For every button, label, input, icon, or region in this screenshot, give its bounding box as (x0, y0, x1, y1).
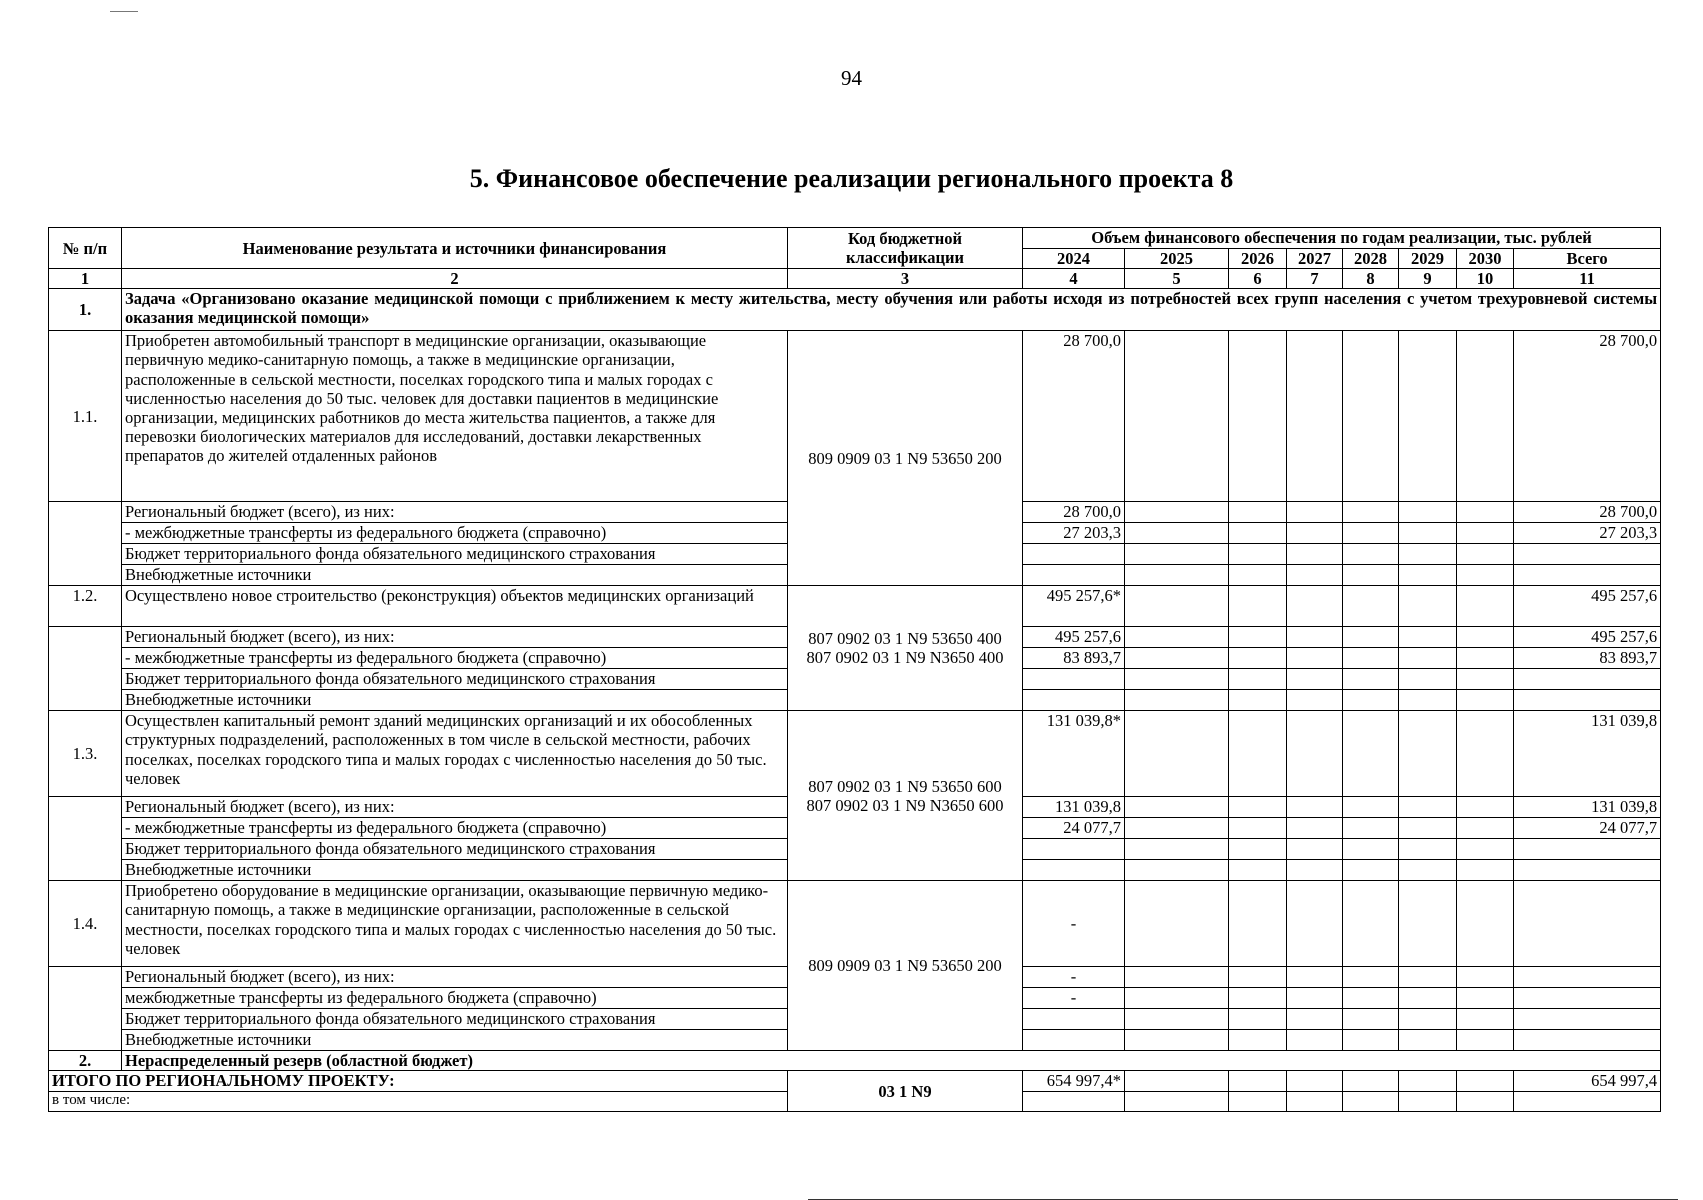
budget-code: 807 0902 03 1 N9 53650 600 807 0902 03 1 N9 N3650 600 (788, 711, 1023, 881)
column-number: 10 (1457, 269, 1514, 289)
year-header: 2028 (1343, 249, 1399, 269)
value-total: 495 257,6 (1514, 627, 1661, 648)
task-row (49, 289, 1661, 331)
itogo-2024: 654 997,4* (1023, 1071, 1125, 1092)
reserve-row (49, 1051, 1661, 1071)
year-header: 2027 (1287, 249, 1343, 269)
value-total: 83 893,7 (1514, 648, 1661, 669)
result-name: Приобретен автомобильный транспорт в медицинские организации, оказывающие первичную медико-санитарную помощь, а также в медицинские организации, расположенные в сельской местности, поселках городского типа и малых городах с численностью населения до 50 тыс. человек для доставки пациентов в медицинские организации, медицинских работников до места жительства пациентов, а также для перевозки биологических материалов для исследований, доставки лекарственных препаратов до жителей отдаленных районов (122, 331, 788, 502)
value-total: 24 077,7 (1514, 818, 1661, 839)
column-number: 8 (1343, 269, 1399, 289)
column-number: 11 (1514, 269, 1661, 289)
source-label: Бюджет территориального фонда обязательного медицинского страхования (122, 669, 788, 690)
task-number: 1. (49, 289, 122, 331)
result-number: 1.4. (49, 881, 122, 967)
total-header: Всего (1514, 249, 1661, 269)
year-header: 2029 (1399, 249, 1457, 269)
financing-table (48, 227, 1661, 1112)
result-name: Приобретено оборудование в медицинские организации, оказывающие первичную медико-санитарную помощь, а также в медицинские организации, расположенные в сельской местности, поселках городского типа и малых городах с численностью населения до 50 тыс. человек (122, 881, 788, 967)
value-total: 131 039,8 (1514, 711, 1661, 797)
blank-num-cell (49, 502, 122, 586)
year-header: 2030 (1457, 249, 1514, 269)
source-label: Внебюджетные источники (122, 1030, 788, 1051)
reserve-number: 2. (49, 1051, 122, 1071)
value-2024: 131 039,8 (1023, 797, 1125, 818)
source-label: Региональный бюджет (всего), из них: (122, 797, 788, 818)
value-total: 28 700,0 (1514, 331, 1661, 502)
budget-code: 809 0909 03 1 N9 53650 200 (788, 881, 1023, 1051)
itogo-row (49, 1071, 1661, 1092)
value-2024: 495 257,6* (1023, 586, 1125, 627)
column-number: 7 (1287, 269, 1343, 289)
source-label: межбюджетные трансферты из федерального бюджета (справочно) (122, 988, 788, 1009)
source-label: Внебюджетные источники (122, 565, 788, 586)
source-label: Внебюджетные источники (122, 690, 788, 711)
value-2024: 28 700,0 (1023, 502, 1125, 523)
blank-num-cell (49, 967, 122, 1051)
year-header: 2025 (1125, 249, 1229, 269)
column-number: 9 (1399, 269, 1457, 289)
page-title: 5. Финансовое обеспечение реализации регионального проекта 8 (469, 164, 1234, 193)
header-row-1 (49, 228, 1661, 249)
year-header: 2026 (1229, 249, 1287, 269)
value-2024: - (1023, 881, 1125, 967)
column-number: 3 (788, 269, 1023, 289)
incl-label: в том числе: (49, 1092, 788, 1112)
column-number: 6 (1229, 269, 1287, 289)
column-number: 2 (122, 269, 788, 289)
column-number: 5 (1125, 269, 1229, 289)
value-2024: 83 893,7 (1023, 648, 1125, 669)
result-row (49, 711, 1661, 797)
result-row (49, 586, 1661, 627)
value-2024: 24 077,7 (1023, 818, 1125, 839)
source-label: Региональный бюджет (всего), из них: (122, 967, 788, 988)
result-row (49, 881, 1661, 967)
source-label: Внебюджетные источники (122, 860, 788, 881)
result-name: Осуществлен капитальный ремонт зданий медицинских организаций и их обособленных структурных подразделений, расположенных в том числе в сельской местности, рабочих поселках, поселках городского типа и малых городах с численностью населения до 50 тыс. человек (122, 711, 788, 797)
result-row (49, 331, 1661, 502)
value-2024: 131 039,8* (1023, 711, 1125, 797)
value-2024: - (1023, 967, 1125, 988)
itogo-label: ИТОГО ПО РЕГИОНАЛЬНОМУ ПРОЕКТУ: (49, 1071, 788, 1092)
task-text: Задача «Организовано оказание медицинской помощи с приближением к месту жительства, месту обучения или работы исходя из потребностей всех групп населения с учетом трехуровневой системы оказания медицинской помощи» (122, 289, 1661, 331)
value-2024: 495 257,6 (1023, 627, 1125, 648)
column-number: 4 (1023, 269, 1125, 289)
source-label: Бюджет территориального фонда обязательного медицинского страхования (122, 1009, 788, 1030)
col-num-header: № п/п (49, 228, 122, 269)
value-2024: 28 700,0 (1023, 331, 1125, 502)
column-number-row (49, 269, 1661, 289)
year-header: 2024 (1023, 249, 1125, 269)
result-name: Осуществлено новое строительство (реконструкция) объектов медицинских организаций (122, 586, 788, 627)
blank-num-cell (49, 627, 122, 711)
reserve-label: Нераспределенный резерв (областной бюджет) (122, 1051, 1661, 1071)
value-2024: 27 203,3 (1023, 523, 1125, 544)
value-total: 495 257,6 (1514, 586, 1661, 627)
source-label: - межбюджетные трансферты из федерального бюджета (справочно) (122, 818, 788, 839)
value-total: 27 203,3 (1514, 523, 1661, 544)
result-number: 1.3. (49, 711, 122, 797)
itogo-code: 03 1 N9 (788, 1071, 1023, 1112)
source-label: Бюджет территориального фонда обязательного медицинского страхования (122, 544, 788, 565)
source-label: - межбюджетные трансферты из федерального бюджета (справочно) (122, 523, 788, 544)
value-2024: - (1023, 988, 1125, 1009)
result-number: 1.2. (49, 586, 122, 627)
scan-mark (110, 11, 138, 12)
value-total: 131 039,8 (1514, 797, 1661, 818)
budget-code: 809 0909 03 1 N9 53650 200 (788, 331, 1023, 586)
col-code-header: Код бюджетной классификации (788, 228, 1023, 269)
source-label: Региональный бюджет (всего), из них: (122, 502, 788, 523)
value-total: 28 700,0 (1514, 502, 1661, 523)
budget-code: 807 0902 03 1 N9 53650 400 807 0902 03 1 N9 N3650 400 (788, 586, 1023, 711)
col-name-header: Наименование результата и источники финансирования (122, 228, 788, 269)
result-number: 1.1. (49, 331, 122, 502)
source-label: Региональный бюджет (всего), из них: (122, 627, 788, 648)
source-label: Бюджет территориального фонда обязательного медицинского страхования (122, 839, 788, 860)
source-label: - межбюджетные трансферты из федерального бюджета (справочно) (122, 648, 788, 669)
col-volume-header: Объем финансового обеспечения по годам реализации, тыс. рублей (1023, 228, 1661, 249)
page-number: 94 (841, 66, 862, 90)
itogo-total: 654 997,4 (1514, 1071, 1661, 1092)
column-number: 1 (49, 269, 122, 289)
value-total (1514, 881, 1661, 967)
blank-num-cell (49, 797, 122, 881)
